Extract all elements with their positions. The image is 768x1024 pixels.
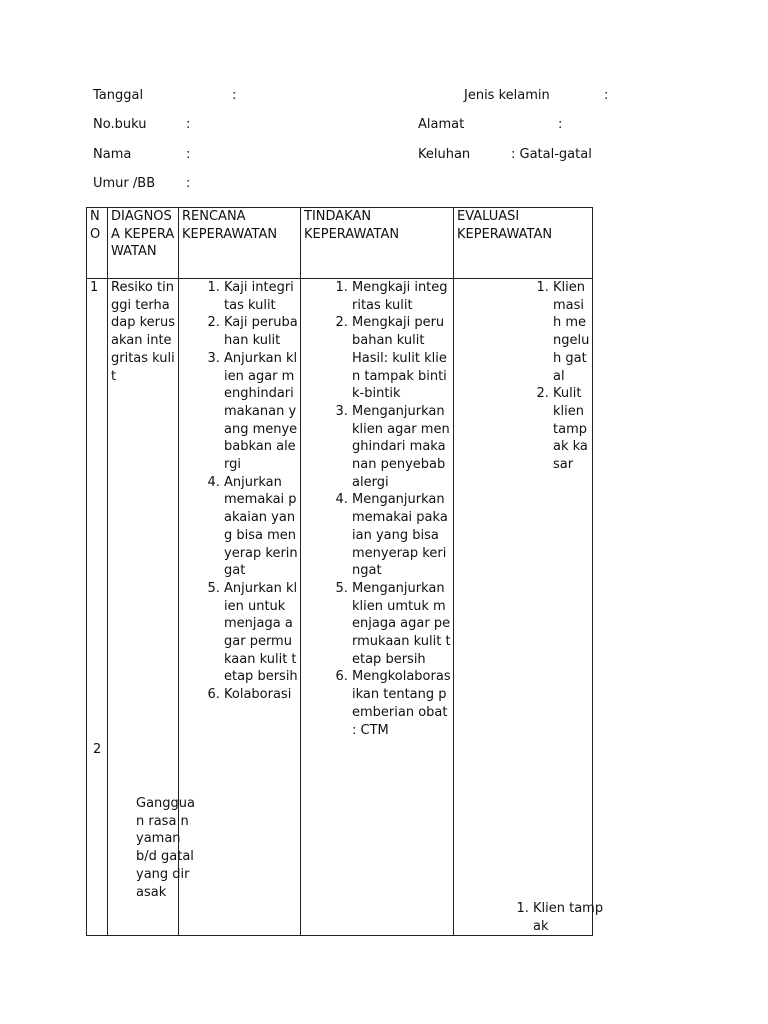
tindakan-cell (301, 279, 454, 936)
evaluasi-cell (454, 279, 604, 936)
row2-no: 2 (93, 742, 102, 757)
rencana-item: 5. Anjurkan klien untuk menjaga agar permukaan kulit tetap bersih (224, 580, 298, 686)
rencana-list (182, 279, 298, 704)
tindakan-item: 4. Menganjurkan memakai pakaian yang bisa menyerap keringat (352, 491, 451, 580)
header-evaluasi: EVALUASI KEPERAWATAN (454, 208, 593, 279)
tindakan-item: 5. Menganjurkan klien umtuk menjaga agar permukaan kulit tetap bersih (352, 580, 451, 669)
header-diagnosa: DIAGNOSA KEPERAWATAN (108, 208, 179, 279)
rencana-item: 1. Kaji integritas kulit (224, 279, 298, 314)
table-row (87, 279, 593, 936)
header-rencana: RENCANA KEPERAWATAN (179, 208, 301, 279)
tindakan-item: 1. Mengkaji integritas kulit (352, 279, 451, 314)
nobuku-colon: : (186, 117, 191, 132)
evaluasi-item: 1. Klien tampak (533, 900, 608, 935)
tindakan-item (352, 314, 451, 403)
keluhan-value: : Gatal-gatal (511, 147, 592, 162)
rencana-item: 6. Kolaborasi (224, 686, 298, 704)
alamat-colon: : (558, 117, 563, 132)
tindakan-item: 3. Menganjurkan klien agar menghindari makanan penyebab alergi (352, 403, 451, 492)
row1-no: 1 (90, 280, 99, 295)
nursing-care-table (86, 207, 604, 936)
row1-diagnosa: Resiko tinggi terhadap kerusakan integritas kulit (111, 280, 176, 384)
keluhan-label: Keluhan (418, 147, 471, 162)
rencana-item: 3. Anjurkan klien agar menghindari makanan yang menyebabkan alergi (224, 350, 298, 474)
diagnosa-cell (108, 279, 195, 936)
tindakan-list (304, 279, 451, 739)
header-no: NO (87, 208, 108, 279)
table-header-row (87, 208, 593, 279)
tindakan-hasil: Hasil: kulit klien tampak bintik-bintik (352, 350, 447, 402)
no-cell (87, 279, 108, 936)
header-tindakan: TINDAKAN KEPERAWATAN (301, 208, 454, 279)
rencana-item: 4. Anjurkan memakai pakaian yang bisa menyerap keringat (224, 474, 298, 580)
tanggal-label: Tanggal (93, 88, 144, 103)
row2-diagnosa: Gangguan rasa nyaman b/d gatal yang dirasak (136, 796, 195, 900)
evaluasi-list (457, 279, 590, 474)
umur-colon: : (186, 176, 191, 191)
nobuku-label: No.buku (93, 117, 147, 132)
alamat-label: Alamat (418, 117, 465, 132)
nama-colon: : (186, 147, 191, 162)
jenis-kelamin-colon: : (604, 88, 609, 103)
evaluasi-item: 2. Kulit klien tampak kasar (553, 385, 590, 474)
rencana-item: 2. Kaji perubahan kulit (224, 314, 298, 349)
tindakan-item: 6. Mengkolaborasikan tentang pemberian obat : CTM (352, 668, 451, 739)
evaluasi-list-2 (509, 900, 608, 935)
umur-label: Umur /BB (93, 176, 156, 191)
tindakan-item-text: Mengkaji perubahan kulit (352, 315, 445, 349)
tanggal-colon: : (232, 88, 237, 103)
nama-label: Nama (93, 147, 132, 162)
jenis-kelamin-label: Jenis kelamin (464, 88, 550, 103)
rencana-cell (179, 279, 301, 936)
evaluasi-item: 1. Klien masih mengeluh gatal (553, 279, 590, 385)
